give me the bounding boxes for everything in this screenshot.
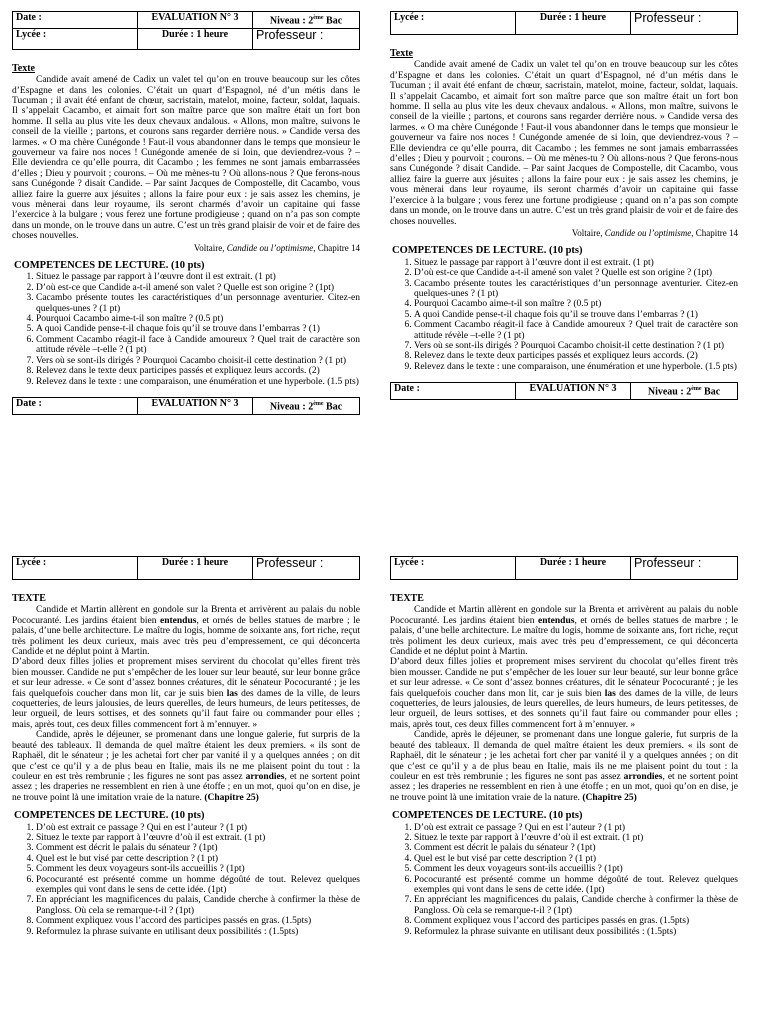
text-paragraph: Candide et Martin allèrent en gondole sur la Brenta et arrivèrent au palais du noble Pococuranté. Les jardins étaient bien entendus, et ornés de belles statues de marbre ; le palais, d’une belle architecture. Le maître du logis, homme de soixante ans, fort riche, reçut très poliment les deux curieux, mais avec très peu d’empressement, ce qui déconcerta Candide et ne déplut point à Martin. (12, 605, 360, 658)
question-item: 3. Cacambo présente toutes les caractéristiques d’un personnage aventurier. Citez-en quelques-unes ? (1 pt) (36, 293, 360, 314)
text-paragraph: Candide, après le déjeuner, se promenant dans une longue galerie, fut surpris de la beauté des tableaux. Il demanda de quel maître étaient les deux premiers. « ils sont de Raphaël, dit le sénateur ; je les achetai fort cher par vanité il y a quelques années ; on dit que c’est ce qu’il y a de plus beau en Italie, mais ils ne me plaisent point du tout : la couleur en est très rembrunie ; les figures ne sont pas assez arrondies, et ne sortent point assez ; les draperies ne ressemblent en rien à une étoffe ; en un mot, quoi qu’on en dise, je ne trouve point là une imitation vraie de la nature. (Chapitre 25) (390, 730, 738, 803)
question-item: 2. D’où est-ce que Candide a-t-il amené son valet ? Quelle est son origine ? (1pt) (36, 283, 360, 293)
question-item: 8. Comment expliquez vous l’accord des participes passés en gras. (1.5pts) (36, 916, 360, 926)
header-table (390, 11, 738, 35)
question-item: 8. Comment expliquez vous l’accord des participes passés en gras. (1.5pts) (414, 916, 738, 926)
question-item: 5. Comment les deux voyageurs sont-ils accueillis ? (1pt) (36, 864, 360, 874)
question-item: 3. Cacambo présente toutes les caractéristiques d’un personnage aventurier. Citez-en quelques-unes ? (1 pt) (414, 279, 738, 300)
text-title: Texte (12, 62, 35, 74)
question-item: 6. Pococuranté est présenté comme un homme dégoûté de tout. Relevez quelques exemples qui vont dans le sens de cette idée. (1pt) (414, 875, 738, 896)
duree-cell: Durée : 1 heure (138, 557, 253, 580)
question-item: 7. En appréciant les magnificences du palais, Candide cherche à confirmer la thèse de Pangloss. Où cela se remarque-t-il ? (1pt) (414, 895, 738, 916)
question-item: 6. Comment Cacambo réagit-il face à Candide amoureux ? Quel trait de caractère son attitude révèle –t-elle ? (1 pt) (414, 320, 738, 341)
question-item: 9. Relevez dans le texte : une comparaison, une énumération et une hyperbole. (1.5 pts) (36, 377, 360, 387)
text-source: Voltaire, Candide ou l’optimisme, Chapitre 14 (193, 242, 360, 253)
text-paragraph: Candide et Martin allèrent en gondole sur la Brenta et arrivèrent au palais du noble Pococuranté. Les jardins étaient bien entendus, et ornés de belles statues de marbre ; le palais, d’une belle architecture. Le maître du logis, homme de soixante ans, fort riche, reçut très poliment les deux curieux, mais avec très peu d’empressement, ce qui déconcerta Candide et ne déplut point à Martin. (390, 605, 738, 658)
question-item: 6. Comment Cacambo réagit-il face à Candide amoureux ? Quel trait de caractère son attitude révèle –t-elle ? (1 pt) (36, 335, 360, 356)
exam-sheet-candide-ch14-right (390, 11, 738, 400)
lycee-cell: Lycée : (391, 12, 516, 35)
text-source: Voltaire, Candide ou l’optimisme, Chapitre 14 (571, 227, 738, 238)
footer-table (12, 397, 360, 415)
professeur-cell: Professeur : (253, 28, 360, 49)
header-table (12, 11, 360, 50)
footer-table (390, 382, 738, 400)
question-item: 9. Relevez dans le texte : une comparaison, une énumération et une hyperbole. (1.5 pts) (414, 362, 738, 372)
question-list (390, 823, 738, 937)
question-item: 4. Pourquoi Cacambo aime-t-il son maître ? (0.5 pt) (414, 299, 738, 309)
question-item: 6. Pococuranté est présenté comme un homme dégoûté de tout. Relevez quelques exemples qui vont dans le sens de cette idée. (1pt) (36, 875, 360, 896)
question-list (12, 823, 360, 937)
lycee-cell: Lycée : (391, 557, 516, 580)
professeur-cell: Professeur : (631, 557, 738, 580)
question-item: 2. D’où est-ce que Candide a-t-il amené son valet ? Quelle est son origine ? (1pt) (414, 268, 738, 278)
evaluation-cell: EVALUATION N° 3 (138, 12, 253, 29)
competences-title: COMPETENCES DE LECTURE. (10 pts) (14, 260, 205, 272)
question-item: 3. Comment est décrit le palais du sénateur ? (1pt) (36, 843, 360, 853)
date-cell: Date : (13, 12, 138, 29)
evaluation-cell: EVALUATION N° 3 (138, 397, 253, 414)
question-list (390, 258, 738, 372)
question-item: 4. Quel est le but visé par cette description ? (1 pt) (414, 854, 738, 864)
question-item: 4. Quel est le but visé par cette description ? (1 pt) (36, 854, 360, 864)
question-item: 1. Situez le passage par rapport à l’œuvre dont il est extrait. (1 pt) (36, 272, 360, 282)
question-item: 1. D’où est extrait ce passage ? Qui en est l’auteur ? (1 pt) (36, 823, 360, 833)
text-paragraph: D’abord deux filles jolies et proprement mises servirent du chocolat qu’elles firent très bien mousser. Candide ne put s’empêcher de les louer sur leur beauté, sur leur bonne grâce et sur leur adresse. « Ce sont d’assez bonnes créatures, dit le sénateur Pococuranté ; je les fais quelquefois coucher dans mon lit, car je suis bien las des dames de la ville, de leurs coquetteries, de leurs jalousies, de leurs querelles, de leurs humeurs, de leurs petitesses, de leur orgueil, de leurs sottises, et des sonnets qu’il faut faire ou commander pour elles ; mais, après tout, ces deux filles commencent fort à m’ennuyer. » (390, 657, 739, 730)
text-title: TEXTE (390, 593, 424, 604)
text-paragraph: Candide, après le déjeuner, se promenant dans une longue galerie, fut surpris de la beauté des tableaux. Il demanda de quel maître étaient les deux premiers. « ils sont de Raphaël, dit le sénateur ; je les achetai fort cher par vanité il y a quelques années ; on dit que c’est ce qu’il y a de plus beau en Italie, mais ils ne me plaisent point du tout : la couleur en est très rembrunie ; les figures ne sont pas assez arrondies, et ne sortent point assez ; les draperies ne ressemblent en rien à une étoffe ; en un mot, quoi qu’on en dise, je ne trouve point là une imitation vraie de la nature. (Chapitre 25) (12, 730, 360, 803)
question-item: 9. Reformulez la phrase suivante en utilisant deux possibilités : (1.5pts) (36, 927, 360, 937)
question-item: 5. A quoi Candide pense-t-il chaque fois qu’il se trouve dans l’embarras ? (1) (36, 324, 360, 334)
competences-title: COMPETENCES DE LECTURE. (10 pts) (14, 810, 205, 822)
niveau-cell: Niveau : 2ème Bac (253, 397, 360, 414)
question-item: 5. Comment les deux voyageurs sont-ils accueillis ? (1pt) (414, 864, 738, 874)
niveau-cell: Niveau : 2ème Bac (631, 383, 738, 400)
competences-title: COMPETENCES DE LECTURE. (10 pts) (392, 810, 583, 822)
date-cell: Date : (391, 383, 516, 400)
question-item: 3. Comment est décrit le palais du sénateur ? (1pt) (414, 843, 738, 853)
lycee-cell: Lycée : (13, 28, 138, 49)
text-body: Candide avait amené de Cadix un valet tel qu’on en trouve beaucoup sur les côtes d’Espagne et dans les colonies. C’était un quart d’Espagnol, né d’un métis dans le Tucuman ; il avait été enfant de chœur, sacristain, matelot, moine, facteur, soldat, laquais. Il s’appelait Cacambo, et aimait fort son maître parce que son maître était un fort bon homme. Il sella au plus vite les deux chevaux andalous. « Allons, mon maître, suivons le conseil de la vieille ; partons, et courons sans regarder derrière nous. » Candide versa des larmes. « O ma chère Cunégonde ! Faut-il vous abandonner dans le temps que monsieur le gouverneur va faire nos noces ! Cunégonde amenée de si loin, que deviendrez-vous ? – Elle deviendra ce qu’elle pourra, dit Cacambo ; les femmes ne sont jamais embarrassées d’elles ; Dieu y pourvoit ; courons. – Où me mènes-tu ? Où allons-nous ? Que ferons-nous sans Cunégonde ? disait Candide. – Par saint Jacques de Compostelle, dit Cacambo, vous alliez faire la guerre aux jésuites ; allons la faire pour eux : je sais assez les chemins, je vous mènerai dans leur royaume, ils seront charmés d’avoir un capitaine qui fasse l’exercice à la bulgare ; vous ferez une fortune prodigieuse ; quand on n’a pas son compte dans un monde, on le trouve dans un autre. C’est un très grand plaisir de voir et de faire des choses nouvelles. (390, 60, 738, 227)
question-item: 7. Vers où se sont-ils dirigés ? Pourquoi Cacambo choisit-il cette destination ? (1 pt) (414, 341, 738, 351)
question-item: 7. En appréciant les magnificences du palais, Candide cherche à confirmer la thèse de Pangloss. Où cela se remarque-t-il ? (1pt) (36, 895, 360, 916)
question-item: 9. Reformulez la phrase suivante en utilisant deux possibilités : (1.5pts) (414, 927, 738, 937)
question-item: 4. Pourquoi Cacambo aime-t-il son maître ? (0.5 pt) (36, 314, 360, 324)
date-cell: Date : (13, 397, 138, 414)
question-item: 8. Relevez dans le texte deux participes passés et expliquez leurs accords. (2) (414, 351, 738, 361)
question-item: 7. Vers où se sont-ils dirigés ? Pourquoi Cacambo choisit-il cette destination ? (1 pt) (36, 356, 360, 366)
question-item: 1. Situez le passage par rapport à l’œuvre dont il est extrait. (1 pt) (414, 258, 738, 268)
text-title: TEXTE (12, 593, 46, 604)
professeur-cell: Professeur : (631, 12, 738, 35)
duree-cell: Durée : 1 heure (516, 12, 631, 35)
question-item: 2. Situez le texte par rapport à l’œuvre d’où il est extrait. (1 pt) (414, 833, 738, 843)
question-item: 2. Situez le texte par rapport à l’œuvre d’où il est extrait. (1 pt) (36, 833, 360, 843)
duree-cell: Durée : 1 heure (138, 28, 253, 49)
question-item: 1. D’où est extrait ce passage ? Qui en est l’auteur ? (1 pt) (414, 823, 738, 833)
niveau-cell: Niveau : 2ème Bac (253, 12, 360, 29)
lycee-cell: Lycée : (13, 557, 138, 580)
question-list (12, 272, 360, 386)
duree-cell: Durée : 1 heure (516, 557, 631, 580)
evaluation-cell: EVALUATION N° 3 (516, 383, 631, 400)
header-table (390, 556, 738, 580)
exam-sheet-candide-ch25-left (12, 556, 360, 937)
competences-title: COMPETENCES DE LECTURE. (10 pts) (392, 245, 583, 257)
exam-sheet-candide-ch25-right (390, 556, 738, 937)
exam-sheet-candide-ch14-left (12, 11, 360, 415)
header-table (12, 556, 360, 580)
professeur-cell: Professeur : (253, 557, 360, 580)
question-item: 5. A quoi Candide pense-t-il chaque fois qu’il se trouve dans l’embarras ? (1) (414, 310, 738, 320)
text-body: Candide avait amené de Cadix un valet tel qu’on en trouve beaucoup sur les côtes d’Espagne et dans les colonies. C’était un quart d’Espagnol, né d’un métis dans le Tucuman ; il avait été enfant de chœur, sacristain, matelot, moine, facteur, soldat, laquais. Il s’appelait Cacambo, et aimait fort son maître parce que son maître était un fort bon homme. Il sella au plus vite les deux chevaux andalous. « Allons, mon maître, suivons le conseil de la vieille ; partons, et courons sans regarder derrière nous. » Candide versa des larmes. « O ma chère Cunégonde ! Faut-il vous abandonner dans le temps que monsieur le gouverneur va faire nos noces ! Cunégonde amenée de si loin, que deviendrez-vous ? – Elle deviendra ce qu’elle pourra, dit Cacambo ; les femmes ne sont jamais embarrassées d’elles ; Dieu y pourvoit ; courons. – Où me mènes-tu ? Où allons-nous ? Que ferons-nous sans Cunégonde ? disait Candide. – Par saint Jacques de Compostelle, dit Cacambo, vous alliez faire la guerre aux jésuites ; allons la faire pour eux : je sais assez les chemins, je vous mènerai dans leur royaume, ils seront charmés d’avoir un capitaine qui fasse l’exercice à la bulgare ; vous ferez une fortune prodigieuse ; quand on n’a pas son compte dans un monde, on le trouve dans un autre. C’est un très grand plaisir de voir et de faire des choses nouvelles. (12, 75, 360, 242)
text-paragraph: D’abord deux filles jolies et proprement mises servirent du chocolat qu’elles firent très bien mousser. Candide ne put s’empêcher de les louer sur leur beauté, sur leur bonne grâce et sur leur adresse. « Ce sont d’assez bonnes créatures, dit le sénateur Pococuranté ; je les fais quelquefois coucher dans mon lit, car je suis bien las des dames de la ville, de leurs coquetteries, de leurs jalousies, de leurs querelles, de leurs humeurs, de leurs petitesses, de leur orgueil, de leurs sottises, et des sonnets qu’il faut faire ou commander pour elles ; mais, après tout, ces deux filles commencent fort à m’ennuyer. » (12, 657, 361, 730)
question-item: 8. Relevez dans le texte deux participes passés et expliquez leurs accords. (2) (36, 366, 360, 376)
text-title: Texte (390, 48, 413, 59)
